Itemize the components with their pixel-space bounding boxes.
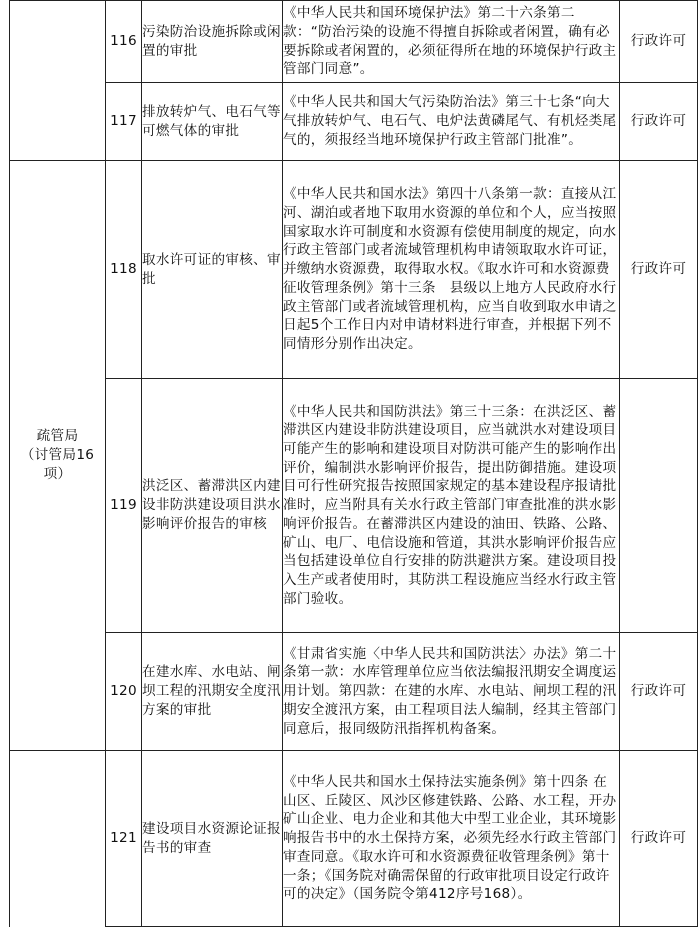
table-row	[10, 633, 698, 751]
table-row	[10, 379, 698, 633]
department-label: 疏管局 （讨管局16项）	[20, 428, 95, 482]
legal-basis	[283, 379, 620, 633]
table-row	[10, 751, 698, 927]
item-name: 排放转炉气、电石气等可燃气体的审批	[142, 83, 283, 161]
item-name: 洪泛区、蓄滞洪区内建设非防洪建设项目洪水影响评价报告的审核	[142, 379, 283, 633]
legal-basis	[283, 83, 620, 161]
legal-basis-text: 《中华人民共和国防洪法》第三十三条：在洪泛区、蓄滞洪区内建设非防洪建设项目，应当就洪水对建设项目可能产生的影响和建设项目对防洪可能产生的影响作出评价，编制洪水影响评价报告，提出防御措施。建设项目可行性研究报告按照国家规定的基本建设程序报请批准时，应当附具有关水行政主管部门审查批准的洪水影响评价报告。在蓄滞洪区内建设的油田、铁路、公路、矿山、电厂、电信设施和管道，其洪水影响评价报告应当包括建设单位自行安排的防洪避洪方案。建设项目投入生产或者使用时，其防洪工程设施应当经水行政主管部门验收。	[283, 403, 617, 607]
item-number: 116	[106, 1, 142, 83]
item-number: 119	[106, 379, 142, 633]
legal-basis	[283, 633, 620, 751]
department-cell	[10, 1, 106, 161]
legal-basis	[283, 751, 620, 927]
item-number: 121	[106, 751, 142, 927]
item-type: 行政许可	[620, 751, 698, 927]
legal-basis-text: 《中华人民共和国水土保持法实施条例》第十四条 在山区、丘陵区、风沙区修建铁路、公路、水工程，开办矿山企业、电力企业和其他大中型工业企业，其环境影响报告书中的水土保持方案，必须先经水行政主管部门审查同意。《取水许可和水资源费征收管理条例》第十一条；《国务院对确需保留的行政审批项目设定行政许可的决定》（国务院令第412序号168）。	[283, 774, 617, 903]
item-type: 行政许可	[620, 161, 698, 379]
legal-basis	[283, 161, 620, 379]
item-type: 行政许可	[620, 633, 698, 751]
item-name: 污染防治设施拆除或闲置的审批	[142, 1, 283, 83]
item-type	[620, 379, 698, 633]
department-cell	[10, 751, 106, 927]
approval-items-table	[9, 0, 698, 927]
legal-basis-text: 《甘肃省实施〈中华人民共和国防洪法〉办法》第二十条第一款：水库管理单位应当依法编报汛期安全调度运用计划。第四款：在建的水库、水电站、闸坝工程的汛期安全渡汛方案，由工程项目法人编制，经其主管部门同意后，报同级防汛指挥机构备案。	[283, 645, 617, 737]
table-row	[10, 161, 698, 379]
item-name: 建设项目水资源论证报告书的审查	[142, 751, 283, 927]
item-number: 120	[106, 633, 142, 751]
department-cell	[10, 161, 106, 751]
item-number: 117	[106, 83, 142, 161]
legal-basis-text: 《中华人民共和国水法》第四十八条第一款：直接从江河、湖泊或者地下取用水资源的单位和个人，应当按照国家取水许可制度和水资源有偿使用制度的规定，向水行政主管部门或者流域管理机构申请领取取水许可证，并缴纳水资源费，取得取水权。《取水许可和水资源费征收管理条例》第十三条 县级以上地方人民政府水行政主管部门或者流域管理机构，应当自收到取水申请之日起5个工作日内对申请材料进行审查，并根据下列不同情形分别作出决定。	[283, 186, 617, 352]
legal-basis-text: 《中华人民共和国大气污染防治法》第三十七条“向大气排放转炉气、电石气、电炉法黄磷尾气、有机烃类尾气的，须报经当地环境保护行政主管部门批准”。	[283, 94, 617, 148]
table-row	[10, 1, 698, 83]
legal-basis	[283, 1, 620, 83]
item-name: 在建水库、水电站、闸坝工程的汛期安全度汛方案的审批	[142, 633, 283, 751]
table-row	[10, 83, 698, 161]
item-name: 取水许可证的审核、审批	[142, 161, 283, 379]
legal-basis-text: 《中华人民共和国环境保护法》第二十六条第二款：“防治污染的设施不得擅自拆除或者闲置，确有必要拆除或者闲置的，必须征得所在地的环境保护行政主管部门同意”。	[283, 5, 617, 78]
item-type: 行政许可	[620, 83, 698, 161]
item-type: 行政许可	[620, 1, 698, 83]
item-number: 118	[106, 161, 142, 379]
